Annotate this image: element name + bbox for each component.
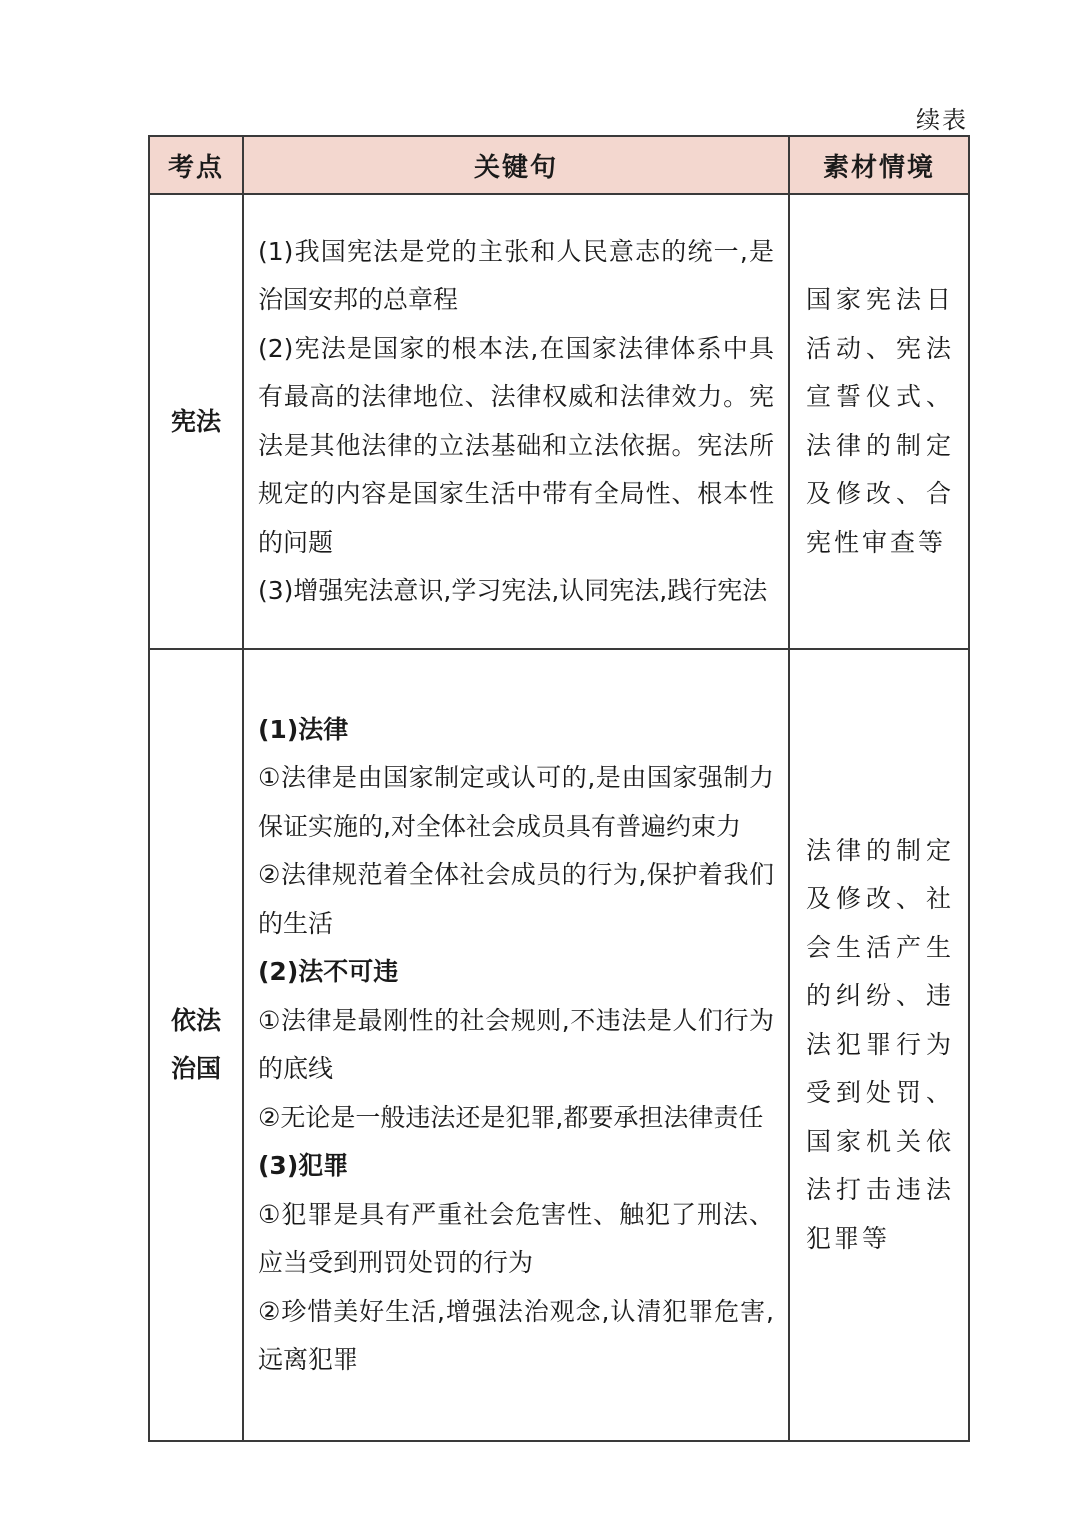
header-context: 素材情境 [789, 136, 969, 194]
key-sentence-cell [243, 649, 789, 1441]
key-line: (3)增强宪法意识,学习宪法,认同宪法,践行宪法 [258, 576, 768, 605]
key-subheading: (3)犯罪 [258, 1151, 349, 1180]
key-line: ②法律规范着全体社会成员的行为,保护着我们的生活 [258, 860, 774, 938]
topic-text: 依法治国 [170, 1006, 221, 1083]
key-line: ②珍惜美好生活,增强法治观念,认清犯罪危害,远离犯罪 [258, 1296, 774, 1374]
table-header-row [149, 136, 969, 194]
topic-cell [149, 649, 243, 1441]
header-topic: 考点 [149, 136, 243, 194]
header-key-sentence: 关键句 [243, 136, 789, 194]
key-line: ①犯罪是具有严重社会危害性、触犯了刑法、应当受到刑罚处罚的行为 [258, 1199, 774, 1277]
key-line: (2)宪法是国家的根本法,在国家法律体系中具有最高的法律地位、法律权威和法律效力。宪法是其他法律的立法基础和立法依据。宪法所规定的内容是国家生活中带有全局性、根本性的问题 [258, 333, 774, 557]
key-subheading: (2)法不可违 [258, 957, 399, 986]
continued-label: 续表 [916, 106, 968, 134]
key-line: ①法律是最刚性的社会规则,不违法是人们行为的底线 [258, 1005, 774, 1083]
knowledge-table [148, 135, 970, 1442]
key-sentence-cell [243, 194, 789, 649]
topic-cell: 宪法 [149, 194, 243, 649]
context-cell: 法律的制定及修改、社会生活产生的纠纷、违法犯罪行为受到处罚、国家机关依法打击违法犯罪等 [789, 649, 969, 1441]
key-subheading: (1)法律 [258, 714, 349, 744]
key-line: ①法律是由国家制定或认可的,是由国家强制力保证实施的,对全体社会成员具有普遍约束力 [258, 763, 774, 841]
table-row [149, 194, 969, 649]
key-line: ②无论是一般违法还是犯罪,都要承担法律责任 [258, 1102, 764, 1132]
table-row [149, 649, 969, 1441]
key-line: (1)我国宪法是党的主张和人民意志的统一,是治国安邦的总章程 [258, 236, 774, 314]
context-cell: 国家宪法日活动、宪法宣誓仪式、法律的制定及修改、合宪性审查等 [789, 194, 969, 649]
